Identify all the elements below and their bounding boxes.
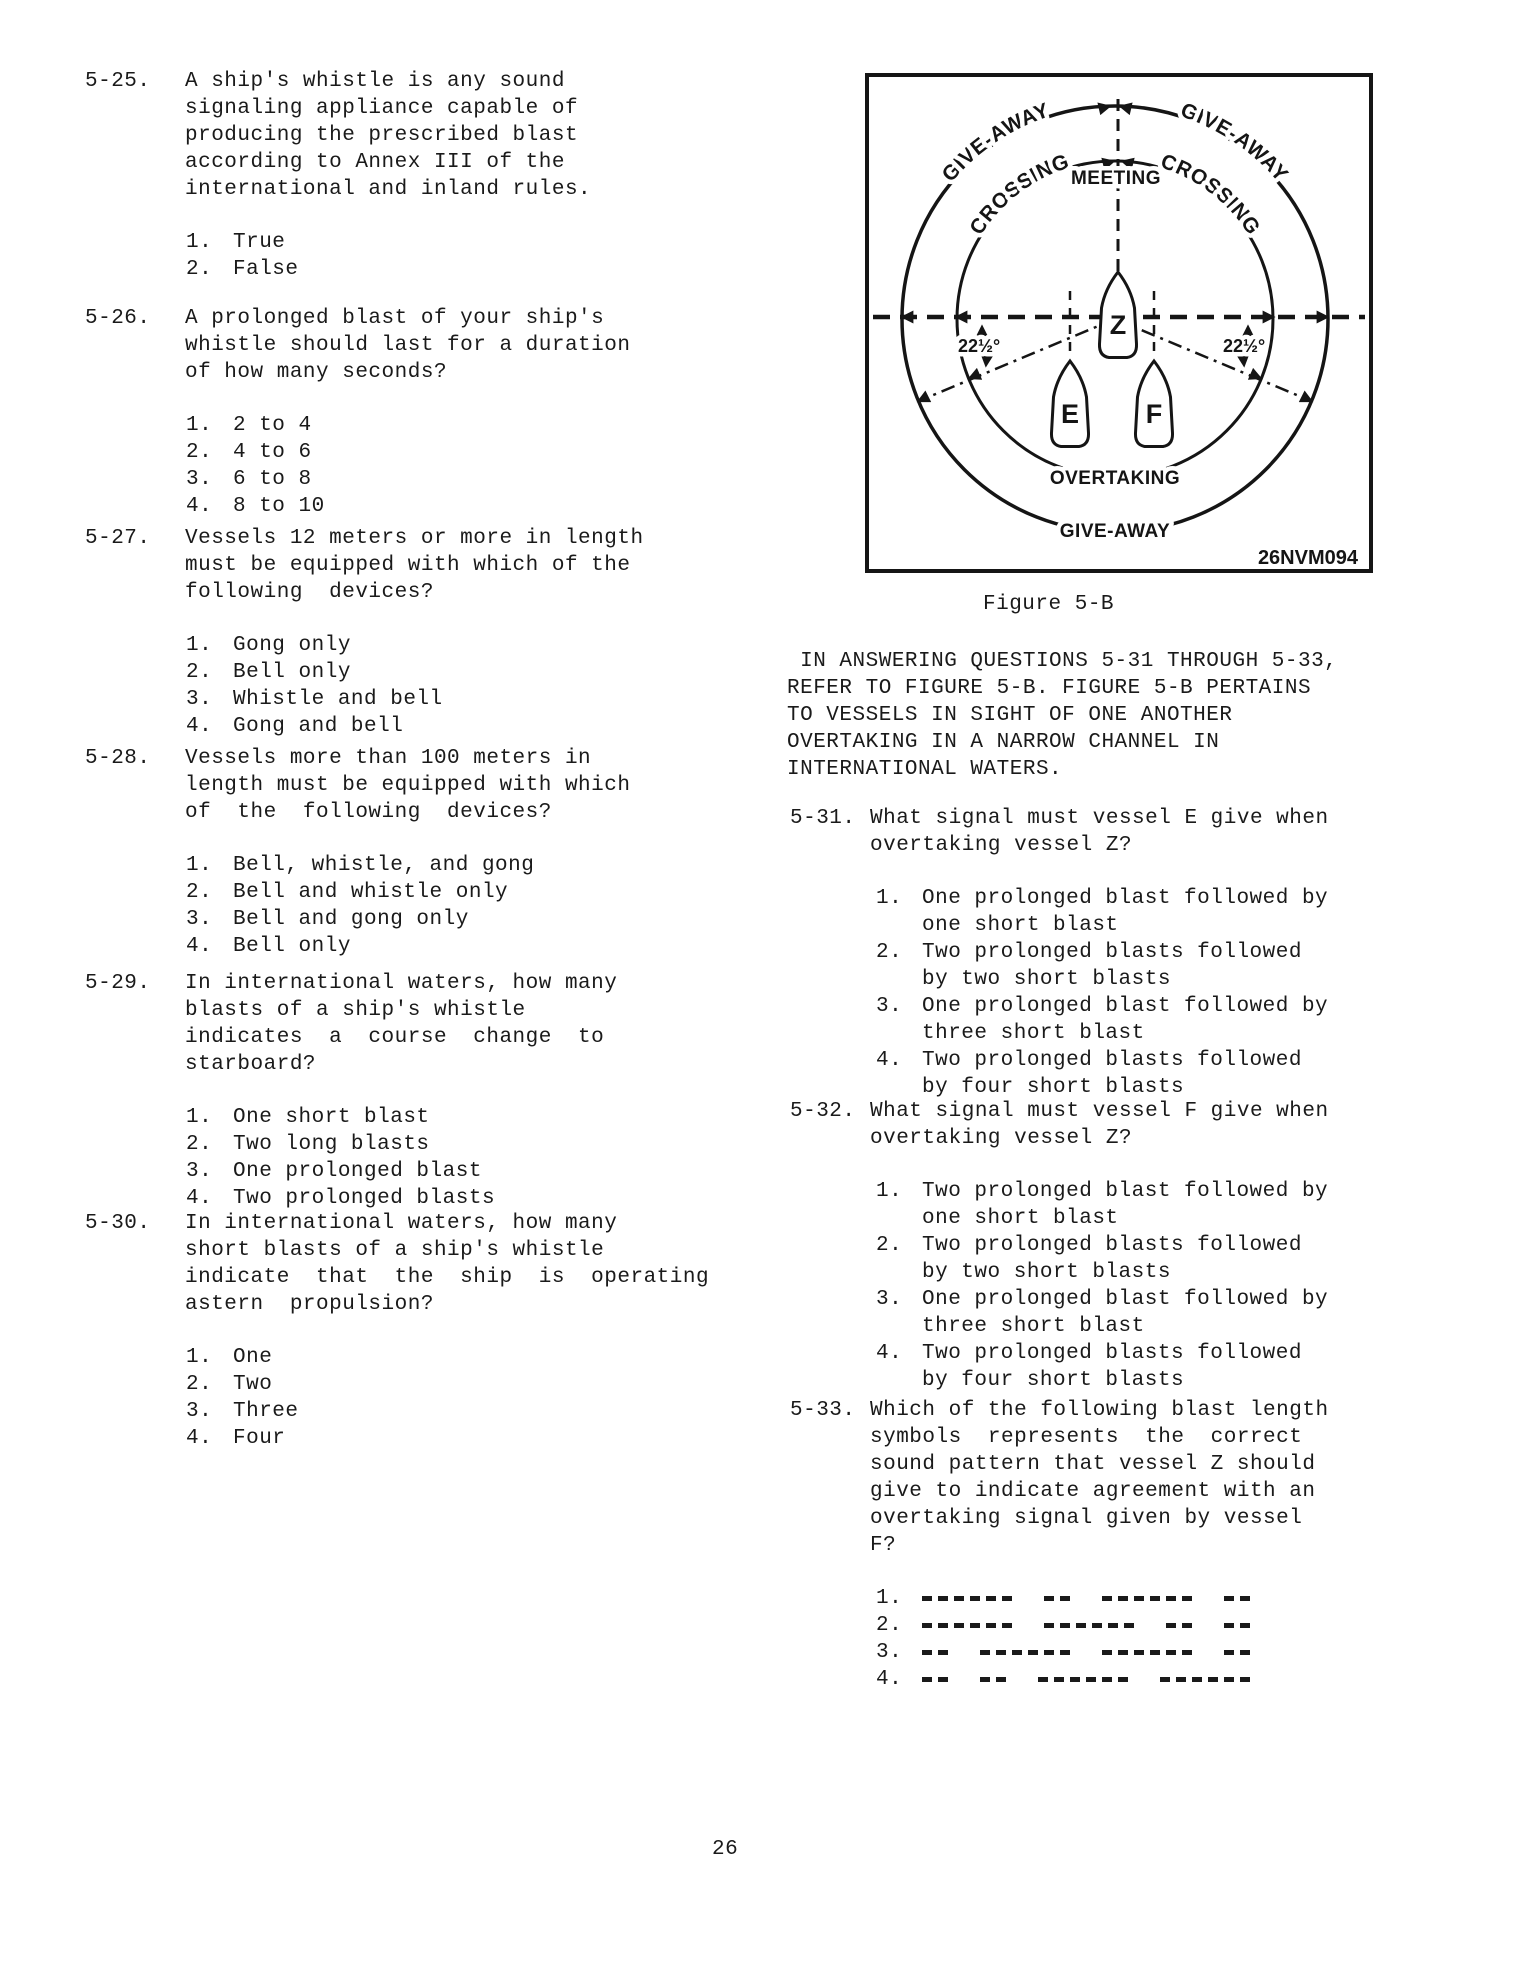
option-row <box>186 1104 685 1131</box>
option-content <box>922 1178 1470 1232</box>
options-list <box>185 852 685 960</box>
option-text-line: Two prolonged blasts followed <box>922 1342 1302 1365</box>
question-body <box>870 1397 1470 1693</box>
option-number: 1. <box>186 414 213 437</box>
option-number: 3. <box>186 1400 213 1423</box>
give-away-right-text: GIVE-AWAY <box>1177 98 1293 187</box>
option-number: 1. <box>186 231 213 254</box>
option-text-line: 6 to 8 <box>233 468 312 491</box>
option-number: 4. <box>186 1187 213 1210</box>
option-content <box>922 1232 1470 1286</box>
option-row <box>876 993 1470 1047</box>
option-text-line: Gong only <box>233 634 351 657</box>
option-row <box>876 1639 1470 1666</box>
option-content <box>922 1639 1470 1666</box>
option-content <box>922 1286 1470 1340</box>
question-number: 5-27. <box>85 527 151 550</box>
option-row <box>876 1585 1470 1612</box>
question-line: overtaking signal given by vessel <box>870 1507 1303 1530</box>
option-text-line: One prolonged blast followed by <box>922 995 1329 1018</box>
blast-pattern <box>922 1585 1470 1612</box>
options-list <box>185 632 685 740</box>
option-number: 1. <box>876 887 903 910</box>
question-line: must be equipped with which of the <box>185 554 631 577</box>
option-row <box>876 885 1470 939</box>
angle-right-label: 22½° <box>1223 336 1266 356</box>
angle-left-label: 22½° <box>958 336 1001 356</box>
option-number: 2. <box>876 1614 903 1637</box>
short-blast-symbol <box>1166 1623 1192 1628</box>
option-text-line: 8 to 10 <box>233 495 325 518</box>
long-blast-symbol <box>1160 1677 1250 1682</box>
figure-5b-diagram <box>865 73 1373 573</box>
option-content <box>922 1047 1470 1101</box>
option-row <box>186 466 685 493</box>
question-5-25 <box>85 68 685 283</box>
option-number: 1. <box>876 1587 903 1610</box>
option-number: 2. <box>876 941 903 964</box>
instructions-paragraph <box>787 648 1467 783</box>
question-line: following devices? <box>185 581 434 604</box>
option-content <box>233 1131 685 1158</box>
long-blast-symbol <box>1038 1677 1128 1682</box>
option-number: 4. <box>186 495 213 518</box>
question-line: A ship's whistle is any sound <box>185 70 565 93</box>
question-line: What signal must vessel E give when <box>870 807 1329 830</box>
option-number: 4. <box>186 1427 213 1450</box>
option-row <box>186 229 685 256</box>
question-body <box>185 970 685 1212</box>
question-line: A prolonged blast of your ship's <box>185 307 605 330</box>
option-content <box>922 885 1470 939</box>
option-text-line: by four short blasts <box>922 1369 1185 1392</box>
option-number: 1. <box>876 1180 903 1203</box>
option-content <box>922 1340 1470 1394</box>
option-text-line: One prolonged blast followed by <box>922 1288 1329 1311</box>
question-body <box>185 745 685 960</box>
blast-pattern <box>922 1612 1470 1639</box>
crossing-right-text: CROSSING <box>1157 149 1265 239</box>
option-row <box>186 713 685 740</box>
option-text-line: Two prolonged blasts followed <box>922 1234 1302 1257</box>
instructions-line: TO VESSELS IN SIGHT OF ONE ANOTHER <box>787 704 1233 727</box>
question-body <box>870 1098 1470 1394</box>
option-row <box>186 632 685 659</box>
crossing-left-text: CROSSING <box>965 149 1073 239</box>
option-content <box>922 1666 1470 1693</box>
question-number: 5-32. <box>790 1100 856 1123</box>
options-list <box>870 1178 1470 1394</box>
option-content <box>233 879 685 906</box>
option-content <box>922 1585 1470 1612</box>
option-content <box>233 466 685 493</box>
question-line: international and inland rules. <box>185 178 592 201</box>
option-content <box>233 412 685 439</box>
option-row <box>186 659 685 686</box>
option-content <box>233 713 685 740</box>
question-line: F? <box>870 1534 897 1557</box>
long-blast-symbol <box>980 1650 1070 1655</box>
option-row <box>186 439 685 466</box>
long-blast-symbol <box>922 1623 1012 1628</box>
long-blast-symbol <box>1102 1650 1192 1655</box>
question-line: astern propulsion? <box>185 1293 434 1316</box>
instructions-line: REFER TO FIGURE 5-B. FIGURE 5-B PERTAINS <box>787 677 1312 700</box>
question-line: symbols represents the correct <box>870 1426 1303 1449</box>
option-text-line: Two long blasts <box>233 1133 430 1156</box>
option-content <box>233 632 685 659</box>
option-number: 2. <box>876 1234 903 1257</box>
question-line: starboard? <box>185 1053 317 1076</box>
option-number: 1. <box>186 1346 213 1369</box>
option-text-line: Whistle and bell <box>233 688 443 711</box>
figure-caption: Figure 5-B <box>983 593 1115 616</box>
question-5-31 <box>790 805 1470 1101</box>
options-list <box>185 412 685 520</box>
option-row <box>186 412 685 439</box>
question-line: of the following devices? <box>185 801 552 824</box>
option-text-line: Bell only <box>233 661 351 684</box>
option-row <box>186 493 685 520</box>
option-text-line: One prolonged blast followed by <box>922 887 1329 910</box>
question-number: 5-26. <box>85 307 151 330</box>
question-5-33 <box>790 1397 1470 1693</box>
option-number: 3. <box>186 468 213 491</box>
question-line: In international waters, how many <box>185 972 618 995</box>
options-list <box>870 885 1470 1101</box>
option-row <box>186 906 685 933</box>
vessel-f-label: F <box>1145 399 1163 429</box>
short-blast-symbol <box>980 1677 1006 1682</box>
option-text-line: three short blast <box>922 1315 1145 1338</box>
option-number: 1. <box>186 634 213 657</box>
give-away-bottom-label: GIVE-AWAY <box>1059 521 1171 542</box>
question-line: Vessels more than 100 meters in <box>185 747 592 770</box>
option-content <box>922 993 1470 1047</box>
question-number: 5-31. <box>790 807 856 830</box>
option-number: 4. <box>186 935 213 958</box>
question-number: 5-25. <box>85 70 151 93</box>
option-row <box>186 1371 709 1398</box>
long-blast-symbol <box>1044 1623 1134 1628</box>
instructions-line: IN ANSWERING QUESTIONS 5-31 THROUGH 5-33, <box>787 650 1338 673</box>
question-line: whistle should last for a duration <box>185 334 631 357</box>
option-number: 2. <box>186 661 213 684</box>
option-row <box>186 686 685 713</box>
question-line: What signal must vessel F give when <box>870 1100 1329 1123</box>
question-body <box>185 1210 709 1452</box>
question-line: give to indicate agreement with an <box>870 1480 1316 1503</box>
option-text-line: Two prolonged blasts <box>233 1187 496 1210</box>
option-content <box>922 1612 1470 1639</box>
question-body <box>185 305 685 520</box>
option-text-line: Bell, whistle, and gong <box>233 854 535 877</box>
option-text-line: True <box>233 231 286 254</box>
question-number: 5-29. <box>85 972 151 995</box>
question-line: signaling appliance capable of <box>185 97 579 120</box>
option-number: 1. <box>186 854 213 877</box>
option-text-line: Three <box>233 1400 299 1423</box>
option-text-line: One <box>233 1346 273 1369</box>
option-number: 2. <box>186 881 213 904</box>
option-row <box>876 939 1470 993</box>
option-row <box>186 879 685 906</box>
question-line: blasts of a ship's whistle <box>185 999 526 1022</box>
option-text-line: One short blast <box>233 1106 430 1129</box>
question-line: according to Annex III of the <box>185 151 565 174</box>
question-line: sound pattern that vessel Z should <box>870 1453 1316 1476</box>
options-list <box>185 229 685 283</box>
overtaking-label: OVERTAKING <box>1049 468 1181 489</box>
option-number: 3. <box>186 1160 213 1183</box>
option-text-line: 2 to 4 <box>233 414 312 437</box>
question-number: 5-33. <box>790 1399 856 1422</box>
options-list <box>870 1585 1470 1693</box>
option-content <box>233 906 685 933</box>
option-text-line: Two prolonged blast followed by <box>922 1180 1329 1203</box>
option-content <box>233 933 685 960</box>
short-blast-symbol <box>1224 1596 1250 1601</box>
meeting-label: MEETING <box>1070 168 1162 189</box>
question-number: 5-28. <box>85 747 151 770</box>
question-body <box>870 805 1470 1101</box>
option-text-line: Two prolonged blasts followed <box>922 941 1302 964</box>
option-text-line: by two short blasts <box>922 1261 1171 1284</box>
question-line: of how many seconds? <box>185 361 448 384</box>
give-away-left-text: GIVE-AWAY <box>937 98 1053 187</box>
option-row <box>186 1398 709 1425</box>
question-line: indicates a course change to <box>185 1026 605 1049</box>
option-content <box>233 1158 685 1185</box>
page-number: 26 <box>712 1838 739 1861</box>
option-text-line: three short blast <box>922 1022 1145 1045</box>
long-blast-symbol <box>1102 1596 1192 1601</box>
blast-pattern <box>922 1639 1470 1666</box>
question-line: producing the prescribed blast <box>185 124 579 147</box>
option-row <box>876 1340 1470 1394</box>
option-text-line: by four short blasts <box>922 1076 1185 1099</box>
question-line: Which of the following blast length <box>870 1399 1329 1422</box>
option-text-line: Two prolonged blasts followed <box>922 1049 1302 1072</box>
option-row <box>876 1666 1470 1693</box>
question-line: length must be equipped with which <box>185 774 631 797</box>
question-line: In international waters, how many <box>185 1212 618 1235</box>
option-text-line: One prolonged blast <box>233 1160 482 1183</box>
option-row <box>186 933 685 960</box>
question-body <box>185 68 685 283</box>
vessel-z-label: Z <box>1109 310 1127 340</box>
question-5-27 <box>85 525 685 740</box>
option-number: 2. <box>186 1133 213 1156</box>
option-number: 4. <box>876 1668 903 1691</box>
instructions-line: OVERTAKING IN A NARROW CHANNEL IN <box>787 731 1220 754</box>
option-content <box>922 939 1470 993</box>
option-content <box>233 1371 709 1398</box>
question-line: Vessels 12 meters or more in length <box>185 527 644 550</box>
option-content <box>233 659 685 686</box>
option-content <box>233 493 685 520</box>
vessel-e-label: E <box>1060 399 1080 429</box>
option-content <box>233 1398 709 1425</box>
question-body <box>185 525 685 740</box>
question-5-28 <box>85 745 685 960</box>
option-text-line: Bell and gong only <box>233 908 469 931</box>
option-content <box>233 1344 709 1371</box>
option-row <box>186 1131 685 1158</box>
option-content <box>233 852 685 879</box>
option-row <box>186 256 685 283</box>
option-row <box>186 852 685 879</box>
option-text-line: Bell only <box>233 935 351 958</box>
option-row <box>186 1158 685 1185</box>
option-content <box>233 1425 709 1452</box>
option-content <box>233 229 685 256</box>
question-5-29 <box>85 970 685 1212</box>
option-content <box>233 256 685 283</box>
option-row <box>186 1344 709 1371</box>
short-blast-symbol <box>922 1677 948 1682</box>
option-number: 3. <box>876 995 903 1018</box>
blast-pattern <box>922 1666 1470 1693</box>
option-row <box>186 1425 709 1452</box>
question-5-26 <box>85 305 685 520</box>
option-row <box>876 1232 1470 1286</box>
option-row <box>876 1178 1470 1232</box>
option-number: 3. <box>186 908 213 931</box>
option-row <box>876 1286 1470 1340</box>
option-content <box>233 439 685 466</box>
option-content <box>233 686 685 713</box>
question-5-30 <box>85 1210 710 1452</box>
option-row <box>186 1185 685 1212</box>
option-number: 2. <box>186 1373 213 1396</box>
long-blast-symbol <box>922 1596 1012 1601</box>
option-text-line: False <box>233 258 299 281</box>
option-number: 2. <box>186 258 213 281</box>
option-text-line: one short blast <box>922 1207 1119 1230</box>
option-content <box>233 1104 685 1131</box>
question-line: overtaking vessel Z? <box>870 834 1133 857</box>
option-number: 4. <box>876 1049 903 1072</box>
figure-5b-svg <box>865 73 1373 573</box>
option-text-line: Two <box>233 1373 273 1396</box>
question-line: short blasts of a ship's whistle <box>185 1239 605 1262</box>
short-blast-symbol <box>1044 1596 1070 1601</box>
instructions-line: INTERNATIONAL WATERS. <box>787 758 1063 781</box>
option-row <box>876 1047 1470 1101</box>
question-number: 5-30. <box>85 1212 151 1235</box>
option-content <box>233 1185 685 1212</box>
figure-code: 26NVM094 <box>1257 547 1358 569</box>
option-text-line: Four <box>233 1427 286 1450</box>
short-blast-symbol <box>922 1650 948 1655</box>
option-number: 2. <box>186 441 213 464</box>
short-blast-symbol <box>1224 1650 1250 1655</box>
option-row <box>876 1612 1470 1639</box>
question-line: overtaking vessel Z? <box>870 1127 1133 1150</box>
option-number: 3. <box>186 688 213 711</box>
option-text-line: Bell and whistle only <box>233 881 509 904</box>
option-number: 3. <box>876 1641 903 1664</box>
short-blast-symbol <box>1224 1623 1250 1628</box>
option-number: 4. <box>876 1342 903 1365</box>
question-line: indicate that the ship is operating <box>185 1266 710 1289</box>
option-number: 3. <box>876 1288 903 1311</box>
option-text-line: one short blast <box>922 914 1119 937</box>
options-list <box>185 1344 709 1452</box>
option-text-line: 4 to 6 <box>233 441 312 464</box>
option-number: 4. <box>186 715 213 738</box>
option-text-line: by two short blasts <box>922 968 1171 991</box>
options-list <box>185 1104 685 1212</box>
option-text-line: Gong and bell <box>233 715 404 738</box>
option-number: 1. <box>186 1106 213 1129</box>
question-5-32 <box>790 1098 1470 1394</box>
